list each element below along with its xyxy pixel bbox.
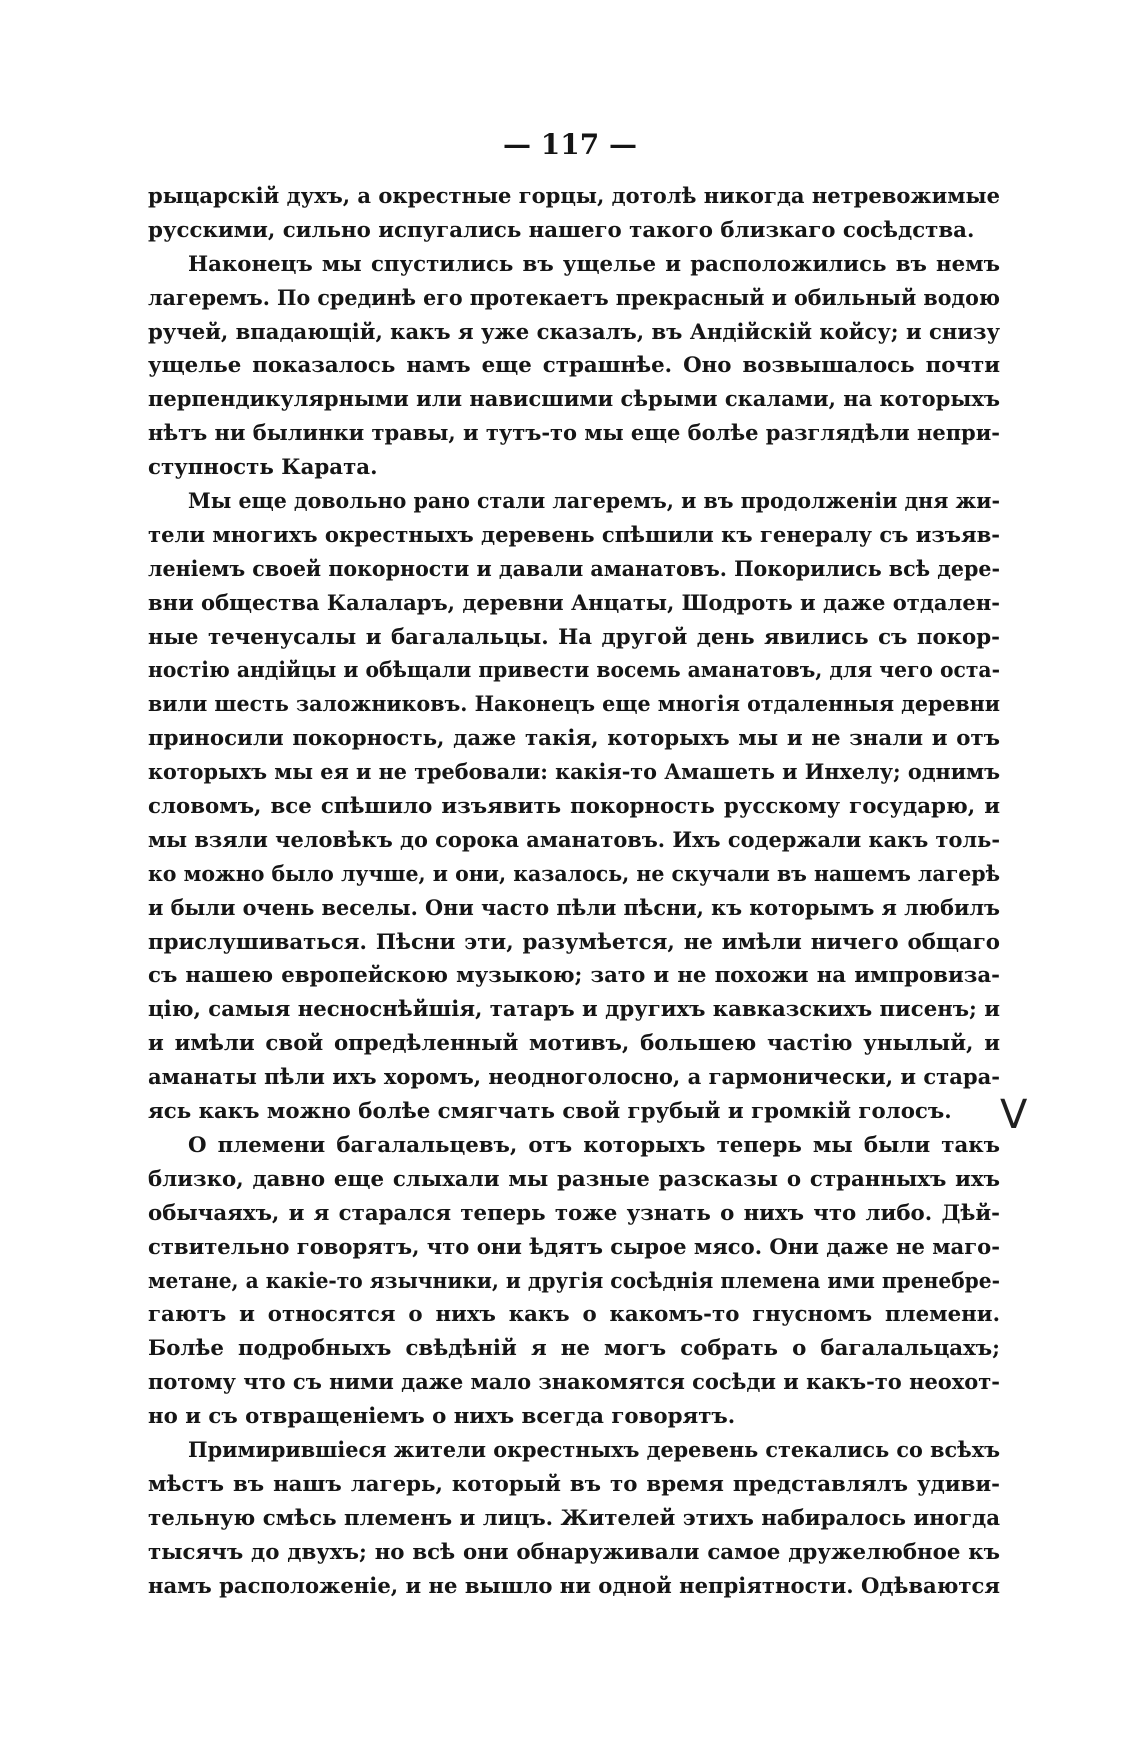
text-line: мѣстъ въ нашъ лагерь, который въ то время представлялъ удиви-	[148, 1471, 1000, 1497]
text-line: близко, давно еще слыхали мы разные разсказы о странныхъ ихъ	[148, 1166, 1000, 1192]
text-line: съ нашею европейскою музыкою; зато и не похожи на импровиза-	[148, 963, 1000, 989]
text-line: и были очень веселы. Они часто пѣли пѣсни, къ которымъ я любилъ	[148, 895, 1000, 921]
text-line: вили шесть заложниковъ. Наконецъ еще многія отдаленныя деревни	[148, 692, 1000, 718]
text-line: Болѣе подробныхъ свѣдѣній я не могъ собрать о багалальцахъ;	[148, 1336, 1000, 1362]
text-line: Примирившіеся жители окрестныхъ деревень стекались со всѣхъ	[188, 1437, 1000, 1463]
text-line: которыхъ мы ея и не требовали: какія-то Амашеть и Инхелу; однимъ	[148, 760, 1000, 786]
text-line: О племени багалальцевъ, отъ которыхъ теперь мы были такъ	[188, 1132, 1000, 1158]
text-line: русскими, сильно испугались нашего такого близкаго сосѣдства.	[148, 217, 975, 243]
text-line: ручей, впадающій, какъ я уже сказалъ, въ Андійскій койсу; и снизу	[148, 319, 1000, 345]
text-line: леніемъ своей покорности и давали аманатовъ. Покорились всѣ дере-	[148, 556, 1000, 582]
text-line: аманаты пѣли ихъ хоромъ, неодноголосно, а гармонически, и стара-	[148, 1065, 1000, 1091]
text-line: прислушиваться. Пѣсни эти, разумѣется, не имѣли ничего общаго	[148, 929, 1000, 955]
text-line: нѣтъ ни былинки травы, и тутъ-то мы еще болѣе разглядѣли непри-	[148, 421, 1000, 447]
margin-checkmark: V	[1000, 1092, 1028, 1138]
text-line: и имѣли свой опредѣленный мотивъ, большею частію унылый, и	[148, 1031, 1000, 1057]
text-line: перпендикулярными или нависшими сѣрыми скалами, на которыхъ	[148, 387, 1000, 413]
text-line: лагеремъ. По срединѣ его протекаетъ прекрасный и обильный водою	[148, 285, 1000, 311]
text-line: намъ расположеніе, и не вышло ни одной непріятности. Одѣваются	[148, 1573, 1000, 1599]
text-line: ясь какъ можно болѣе смягчать свой грубый и громкій голосъ.	[148, 1099, 952, 1125]
text-line: потому что съ ними даже мало знакомятся сосѣди и какъ-то неохот-	[148, 1370, 1000, 1396]
text-line: ко можно было лучше, и они, казалось, не скучали въ нашемъ лагерѣ	[148, 861, 1000, 887]
text-line: вни общества Калаларъ, деревни Анцаты, Шодроть и даже отдален-	[148, 590, 1000, 616]
page-number: — 117 —	[503, 128, 637, 161]
text-line: но и съ отвращеніемъ о нихъ всегда говорятъ.	[148, 1404, 736, 1430]
text-line: метане, а какіе-то язычники, и другія сосѣднія племена ими пренебре-	[148, 1268, 1000, 1294]
text-line: цію, самыя несноснѣйшія, татаръ и другихъ кавказскихъ писенъ; и	[148, 997, 1000, 1023]
text-line: ступность Карата.	[148, 455, 378, 481]
body-text	[148, 180, 1000, 1603]
text-line: словомъ, все спѣшило изъявить покорность русскому государю, и	[148, 794, 1000, 820]
text-line: ствительно говорятъ, что они ѣдятъ сырое мясо. Они даже не маго-	[148, 1234, 1000, 1260]
text-line: мы взяли человѣкъ до сорока аманатовъ. Ихъ содержали какъ толь-	[148, 827, 1000, 853]
text-line: Мы еще довольно рано стали лагеремъ, и въ продолженіи дня жи-	[188, 489, 1000, 515]
text-line: тели многихъ окрестныхъ деревень спѣшили къ генералу съ изъяв-	[148, 522, 1000, 548]
text-line: гаютъ и относятся о нихъ какъ о какомъ-то гнусномъ племени.	[148, 1302, 1000, 1328]
text-line: приносили покорность, даже такія, которыхъ мы и не знали и отъ	[148, 726, 1000, 752]
text-line: ностію андійцы и обѣщали привести восемь аманатовъ, для чего оста-	[148, 658, 1000, 684]
text-line: рыцарскій духъ, а окрестные горцы, дотолѣ никогда нетревожимые	[148, 184, 1000, 209]
text-line: тысячъ до двухъ; но всѣ они обнаруживали самое дружелюбное къ	[148, 1539, 1000, 1565]
text-line: ущелье показалось намъ еще страшнѣе. Оно возвышалось почти	[148, 353, 1000, 379]
text-line: обычаяхъ, и я старался теперь тоже узнать о нихъ что либо. Дѣй-	[148, 1200, 1000, 1226]
text-line: тельную смѣсь племенъ и лицъ. Жителей этихъ набиралось иногда	[148, 1505, 1000, 1531]
text-line: ные теченусалы и багалальцы. На другой день явились съ покор-	[148, 624, 1000, 650]
text-line: Наконецъ мы спустились въ ущелье и расположились въ немъ	[188, 251, 1000, 277]
